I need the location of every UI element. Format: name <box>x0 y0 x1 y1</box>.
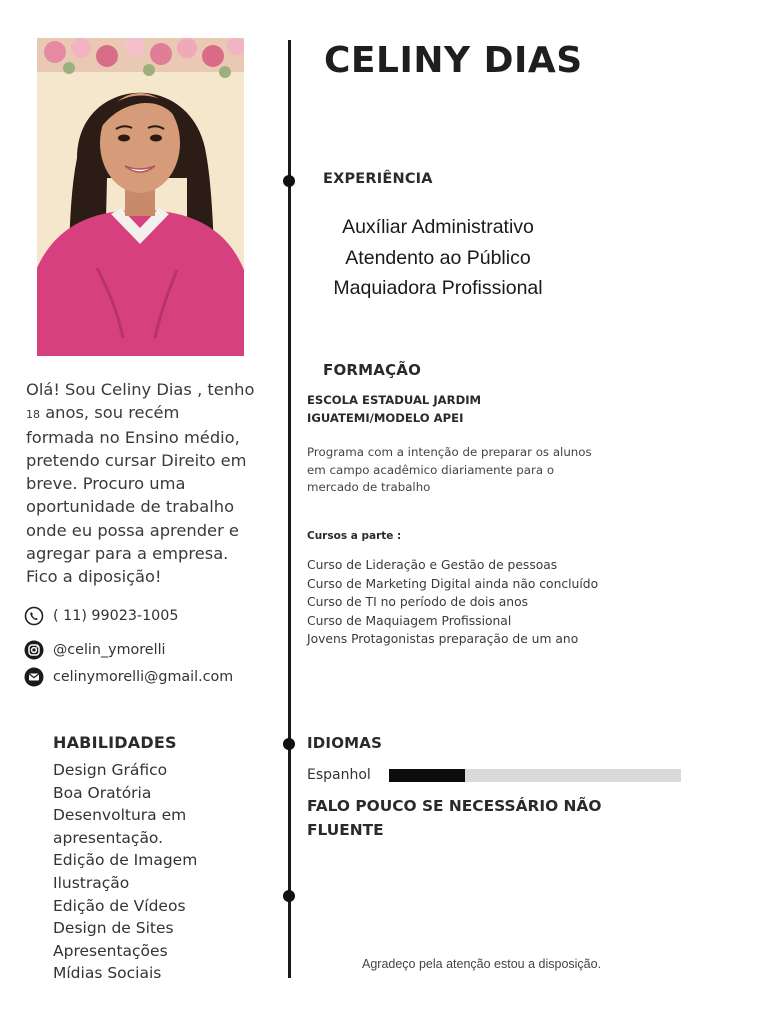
skill-item: Desenvoltura em <box>53 806 187 825</box>
language-note <box>307 794 627 842</box>
thanks-footer: Agradeço pela atenção estou a disposição. <box>362 957 602 971</box>
phone-icon <box>24 606 44 626</box>
contact-email[interactable] <box>24 667 233 687</box>
intro-line-text: anos, sou recém <box>45 403 180 423</box>
program-line: em campo acadêmico diariamente para o <box>307 462 555 477</box>
skill-item: Edição de Imagem <box>53 851 198 870</box>
skills-list <box>53 759 197 985</box>
contact-phone[interactable] <box>24 606 178 626</box>
language-note-line: FALO POUCO SE NECESSÁRIO NÃO <box>307 797 602 815</box>
experience-item: Atendento ao Público <box>345 246 531 269</box>
skill-item: Design de Sites <box>53 919 174 938</box>
program-line: Programa com a intenção de preparar os alunos <box>307 445 592 459</box>
timeline-dot <box>283 738 295 750</box>
timeline-dot <box>283 175 295 187</box>
mail-icon <box>24 667 44 687</box>
intro-line: onde eu possa aprender e <box>26 520 239 540</box>
profile-photo <box>37 38 244 356</box>
skill-item: Boa Oratória <box>53 783 152 802</box>
school-line: ESCOLA ESTADUAL JARDIM <box>307 393 482 407</box>
skill-item: Mídias Sociais <box>53 964 162 983</box>
flower-decoration <box>37 38 244 78</box>
experience-list <box>300 212 576 304</box>
language-name: Espanhol <box>307 767 371 783</box>
language-level-bar <box>389 769 681 782</box>
phone-text: ( 11) 99023-1005 <box>53 608 179 624</box>
languages-title: IDIOMAS <box>307 734 383 752</box>
school-line: IGUATEMI/MODELO APEI <box>307 411 464 425</box>
experience-title: EXPERIÊNCIA <box>323 171 433 187</box>
intro-line: oportunidade de trabalho <box>26 497 235 517</box>
timeline-dot <box>283 890 295 902</box>
intro-age: 18 <box>26 408 40 422</box>
instagram-text: @celin_ymorelli <box>53 642 166 658</box>
course-item: Curso de Lideração e Gestão de pessoas <box>307 558 558 572</box>
courses-list <box>307 556 647 649</box>
skills-title: HABILIDADES <box>53 733 177 752</box>
language-note-line: FLUENTE <box>307 821 384 839</box>
intro-line: Fico a diposição! <box>26 566 162 586</box>
email-text: celinymorelli@gmail.com <box>53 669 234 685</box>
skill-item: Design Gráfico <box>53 761 168 779</box>
skill-item: Edição de Vídeos <box>53 896 186 915</box>
skill-item: Apresentações <box>53 941 168 960</box>
course-item: Curso de Maquiagem Profissional <box>307 613 512 628</box>
education-title: FORMAÇÃO <box>323 361 422 379</box>
intro-line: Olá! Sou Celiny Dias , tenho <box>26 380 255 399</box>
course-item: Jovens Protagonistas preparação de um ano <box>307 632 579 646</box>
language-level-fill <box>389 769 465 782</box>
experience-item: Auxíliar Administrativo <box>342 216 534 238</box>
intro-line: formada no Ensino médio, <box>26 428 240 448</box>
intro-line: pretendo cursar Direito em <box>26 451 247 471</box>
course-item: Curso de Marketing Digital ainda não concluído <box>307 576 599 591</box>
profile-photo-illustration <box>37 38 244 356</box>
courses-title: Cursos a parte : <box>307 530 402 542</box>
school-name <box>307 391 607 427</box>
program-line: mercado de trabalho <box>307 480 431 495</box>
intro-line: agregar para a empresa. <box>26 543 229 563</box>
course-item: Curso de TI no período de dois anos <box>307 595 529 609</box>
experience-item: Maquiadora Profissional <box>333 277 543 299</box>
intro-line: breve. Procuro uma <box>26 474 186 494</box>
contact-instagram[interactable] <box>24 640 166 660</box>
skill-item: Ilustração <box>53 873 130 892</box>
program-description <box>307 444 637 497</box>
resume-name: CELINY DIAS <box>324 40 583 81</box>
intro-paragraph <box>26 378 276 588</box>
skill-item: apresentação. <box>53 828 164 847</box>
instagram-icon <box>24 640 44 660</box>
intro-line <box>26 401 276 426</box>
